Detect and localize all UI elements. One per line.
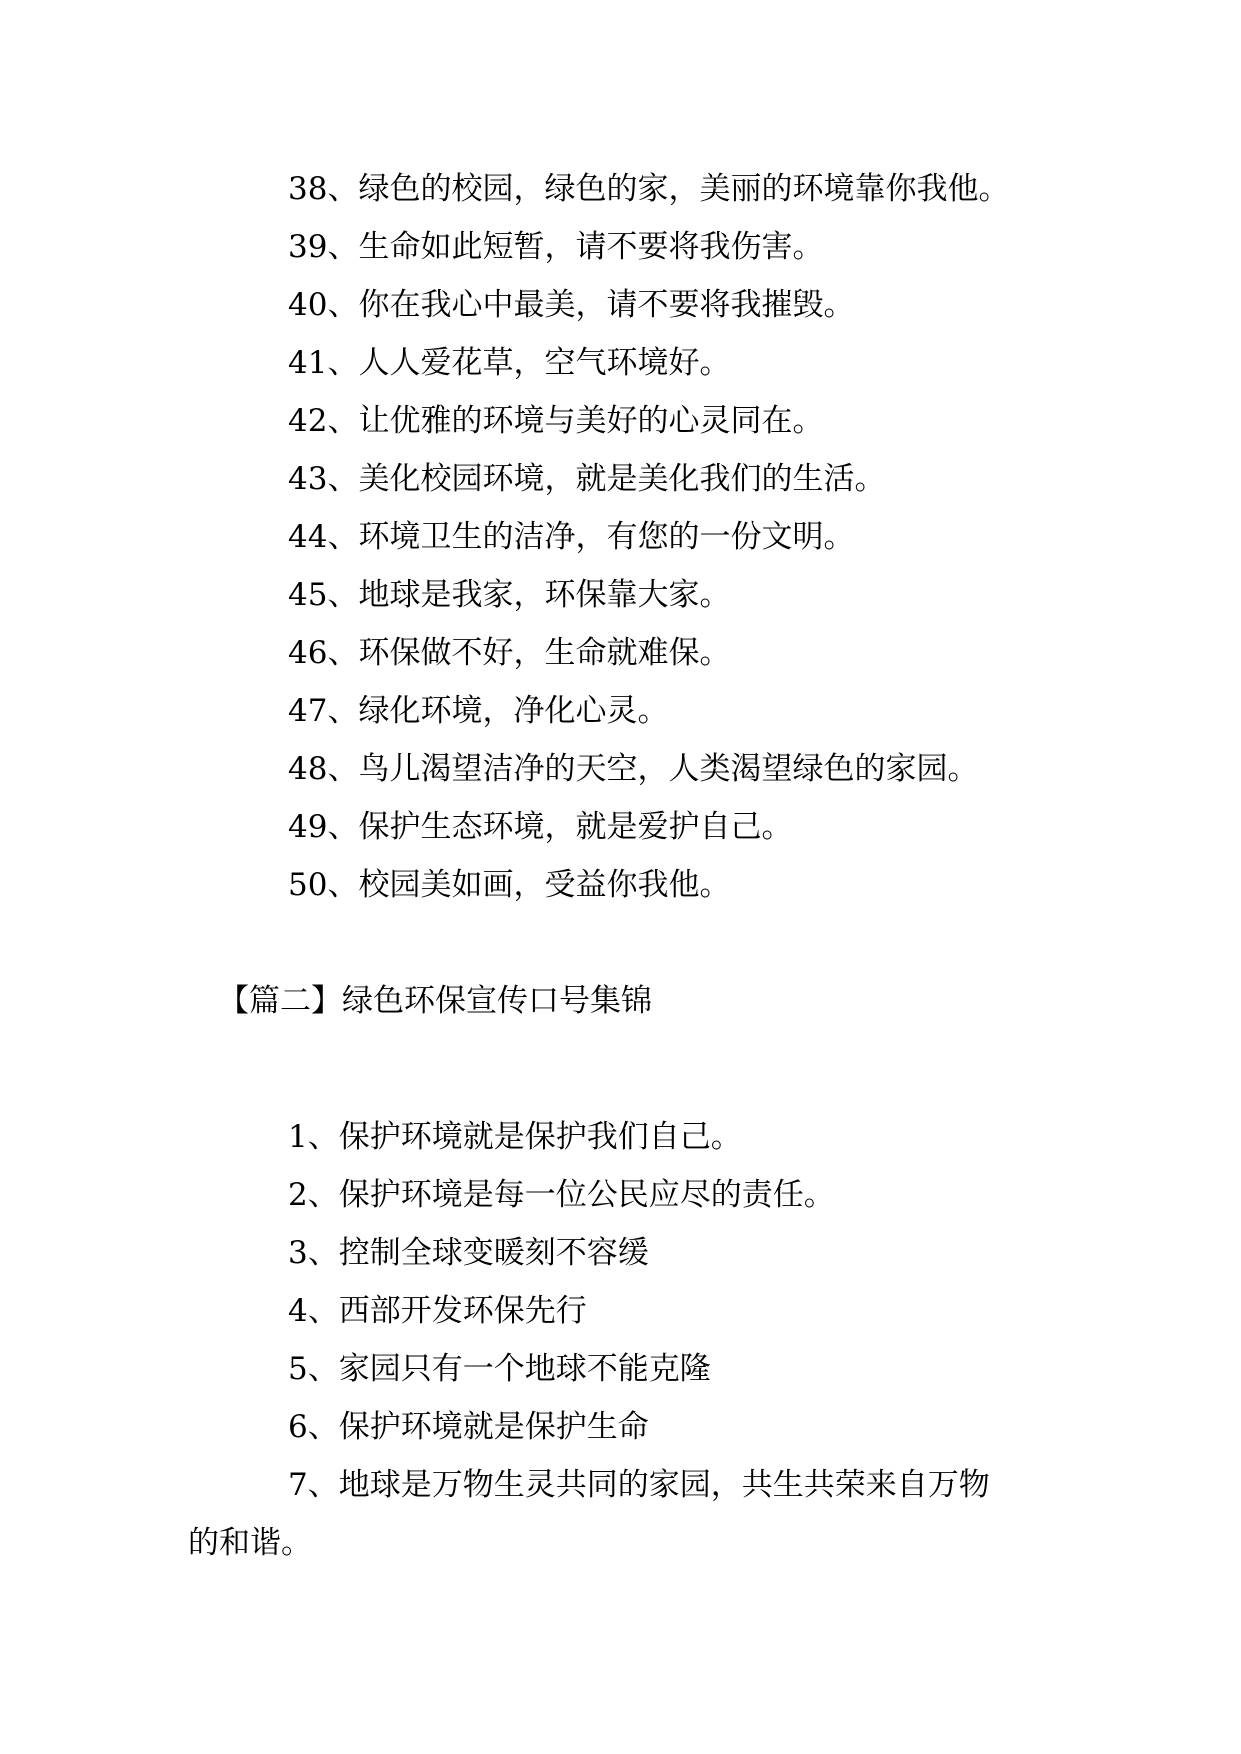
slogan-39: 39、生命如此短暂，请不要将我伤害。	[288, 229, 824, 265]
slogan-2: 2、保护环境是每一位公民应尽的责任。	[288, 1177, 835, 1213]
slogan-7: 7、地球是万物生灵共同的家园，共生共荣来自万物	[288, 1467, 990, 1503]
slogan-4: 4、西部开发环保先行	[288, 1293, 587, 1329]
slogan-48: 48、鸟儿渴望洁净的天空，人类渴望绿色的家园。	[288, 751, 979, 787]
slogan-3: 3、控制全球变暖刻不容缓	[288, 1235, 649, 1271]
slogan-44: 44、环境卫生的洁净，有您的一份文明。	[288, 519, 855, 555]
slogan-49: 49、保护生态环境，就是爱护自己。	[288, 809, 793, 845]
slogan-40: 40、你在我心中最美，请不要将我摧毁。	[288, 287, 855, 323]
slogan-47: 47、绿化环境，净化心灵。	[288, 693, 669, 729]
slogan-38: 38、绿色的校园，绿色的家，美丽的环境靠你我他。	[288, 171, 1010, 207]
slogan-46: 46、环保做不好，生命就难保。	[288, 635, 731, 671]
section-heading: 【篇二】绿色环保宣传口号集锦	[218, 983, 652, 1019]
slogan-42: 42、让优雅的环境与美好的心灵同在。	[288, 403, 824, 439]
slogan-1: 1、保护环境就是保护我们自己。	[288, 1119, 742, 1155]
slogan-50: 50、校园美如画，受益你我他。	[288, 867, 731, 903]
slogan-5: 5、家园只有一个地球不能克隆	[288, 1351, 711, 1387]
slogan-6: 6、保护环境就是保护生命	[288, 1409, 649, 1445]
slogan-41: 41、人人爱花草，空气环境好。	[288, 345, 731, 381]
slogan-43: 43、美化校园环境，就是美化我们的生活。	[288, 461, 886, 497]
slogan-7-continuation: 的和谐。	[188, 1525, 312, 1561]
slogan-45: 45、地球是我家，环保靠大家。	[288, 577, 731, 613]
